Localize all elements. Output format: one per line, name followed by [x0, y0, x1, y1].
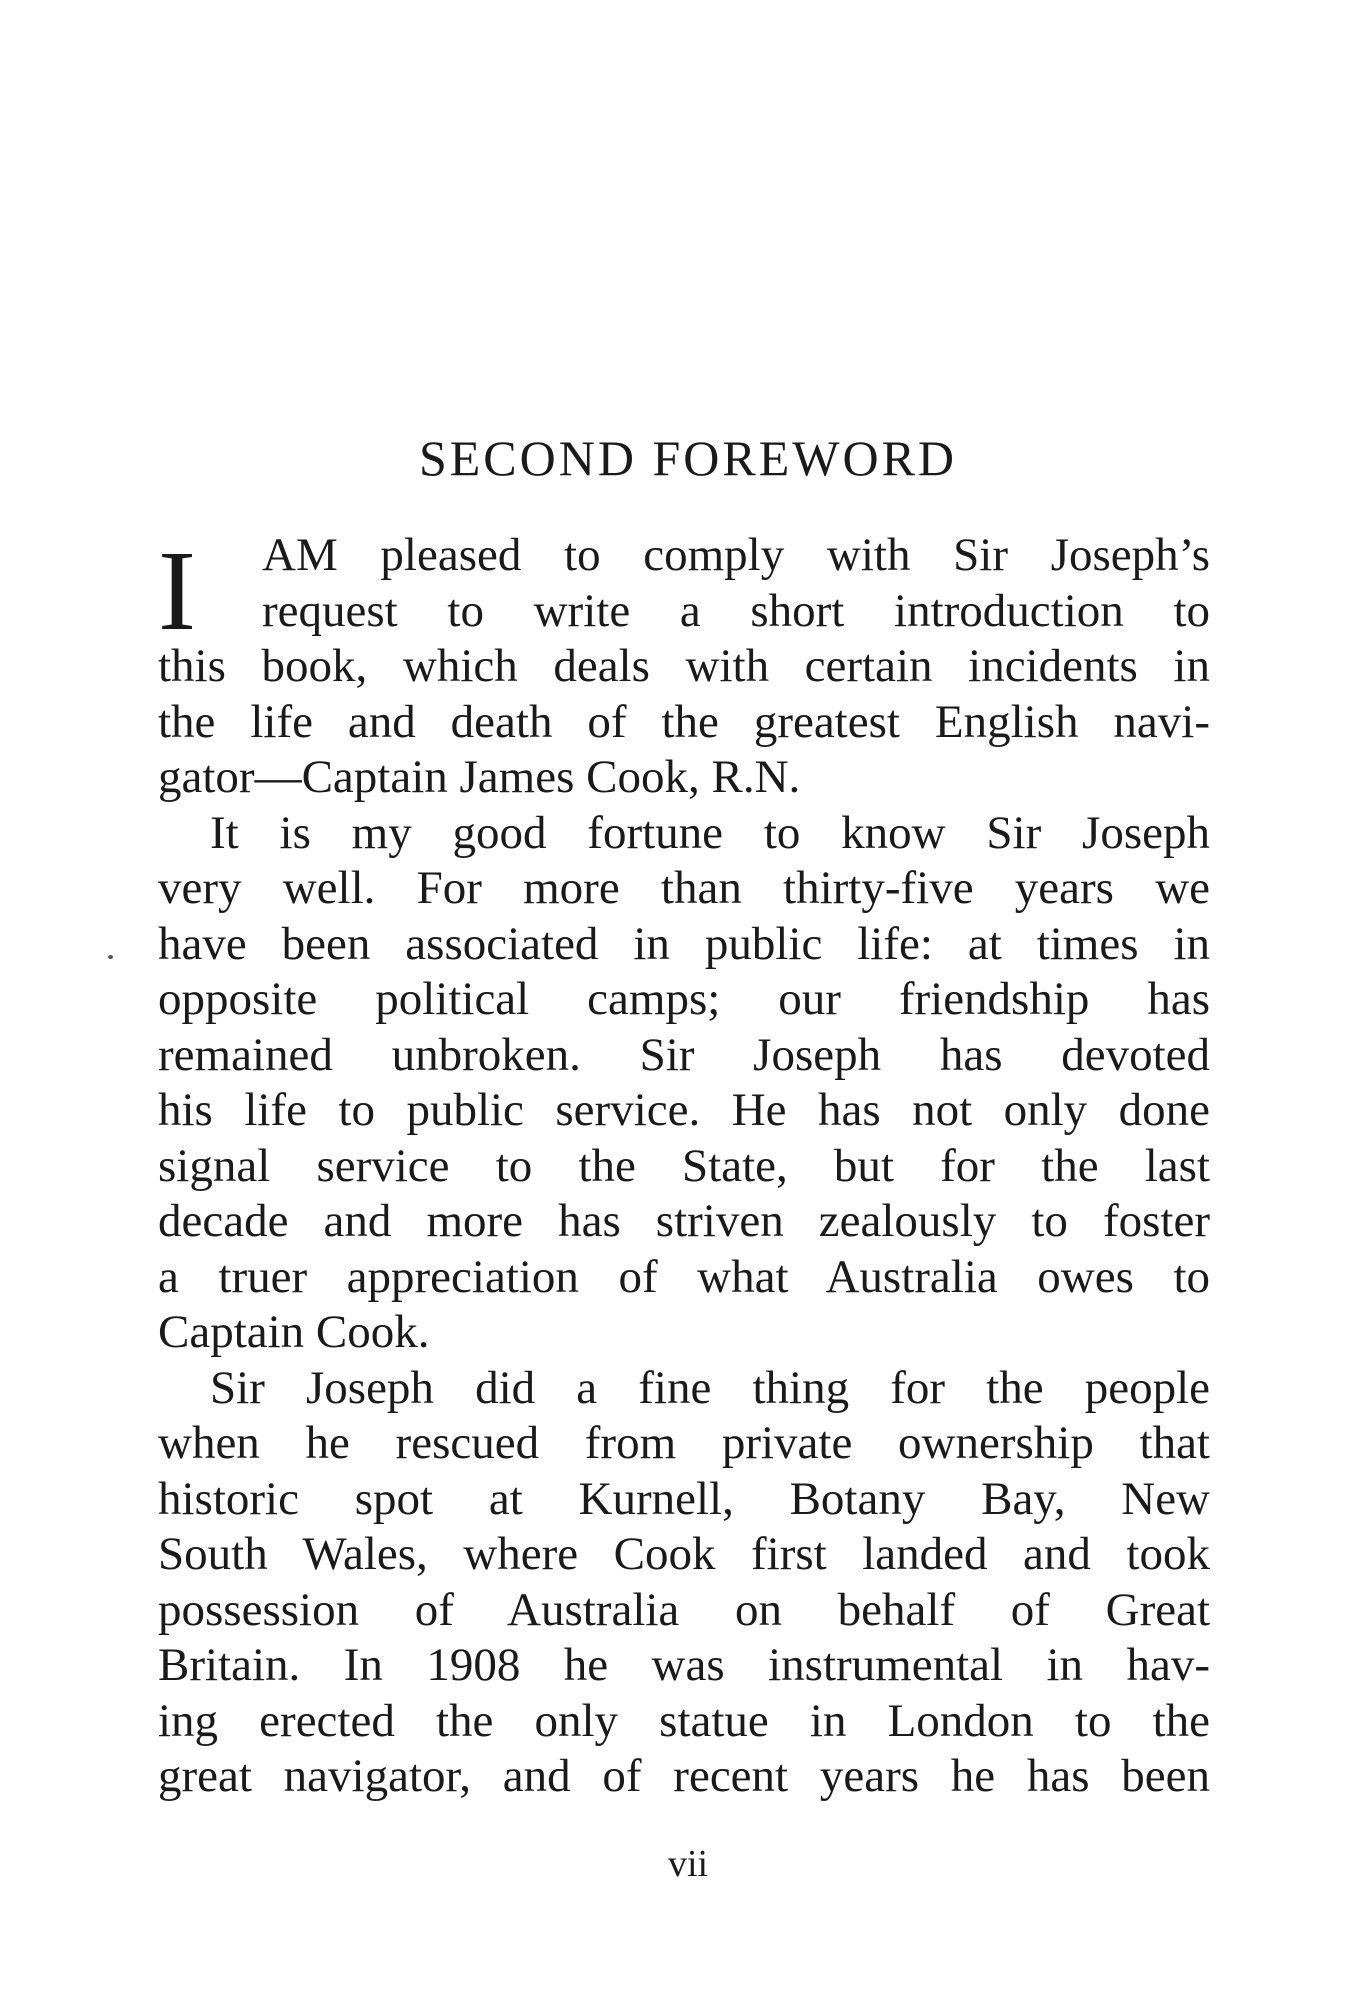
- text-line: decade and more has striven zealously to foster: [158, 1195, 1210, 1247]
- text-line: this book, which deals with certain incidents in: [158, 640, 1210, 692]
- text-line: remained unbroken. Sir Joseph has devoted: [158, 1028, 1210, 1081]
- text-line: his life to public service. He has not only done: [158, 1084, 1210, 1136]
- text-line: the life and death of the greatest English navi-: [158, 695, 1210, 748]
- text-line: opposite political camps; our friendship has: [158, 973, 1210, 1025]
- ink-speck: [108, 955, 113, 959]
- text-line: when he rescued from private ownership that: [158, 1417, 1210, 1469]
- text-line: request to write a short introduction to: [262, 584, 1210, 637]
- text-line: AM pleased to comply with Sir Joseph’s: [262, 529, 1210, 581]
- text-line: have been associated in public life: at times in: [158, 917, 1210, 970]
- text-line: Sir Joseph did a fine thing for the people: [210, 1361, 1210, 1414]
- text-line: gator—Captain James Cook, R.N.: [158, 751, 801, 803]
- text-line: Britain. In 1908 he was instrumental in hav-: [158, 1639, 1210, 1691]
- page-number: vii: [667, 1843, 709, 1885]
- page-title: SECOND FOREWORD: [418, 430, 958, 486]
- text-line: ing erected the only statue in London to the: [158, 1694, 1210, 1747]
- text-line: very well. For more than thirty-five years we: [158, 862, 1210, 914]
- text-line: Captain Cook.: [158, 1306, 430, 1358]
- text-line: historic spot at Kurnell, Botany Bay, New: [158, 1472, 1210, 1525]
- text-line: great navigator, and of recent years he has been: [158, 1750, 1210, 1802]
- text-line: possession of Australia on behalf of Great: [158, 1583, 1210, 1636]
- text-line: signal service to the State, but for the last: [158, 1139, 1210, 1192]
- text-line: It is my good fortune to know Sir Joseph: [210, 806, 1210, 859]
- drop-cap: I: [158, 527, 196, 654]
- text-line: South Wales, where Cook first landed and took: [158, 1528, 1210, 1580]
- text-line: a truer appreciation of what Australia owes to: [158, 1250, 1210, 1303]
- body-text: [158, 528, 1210, 1805]
